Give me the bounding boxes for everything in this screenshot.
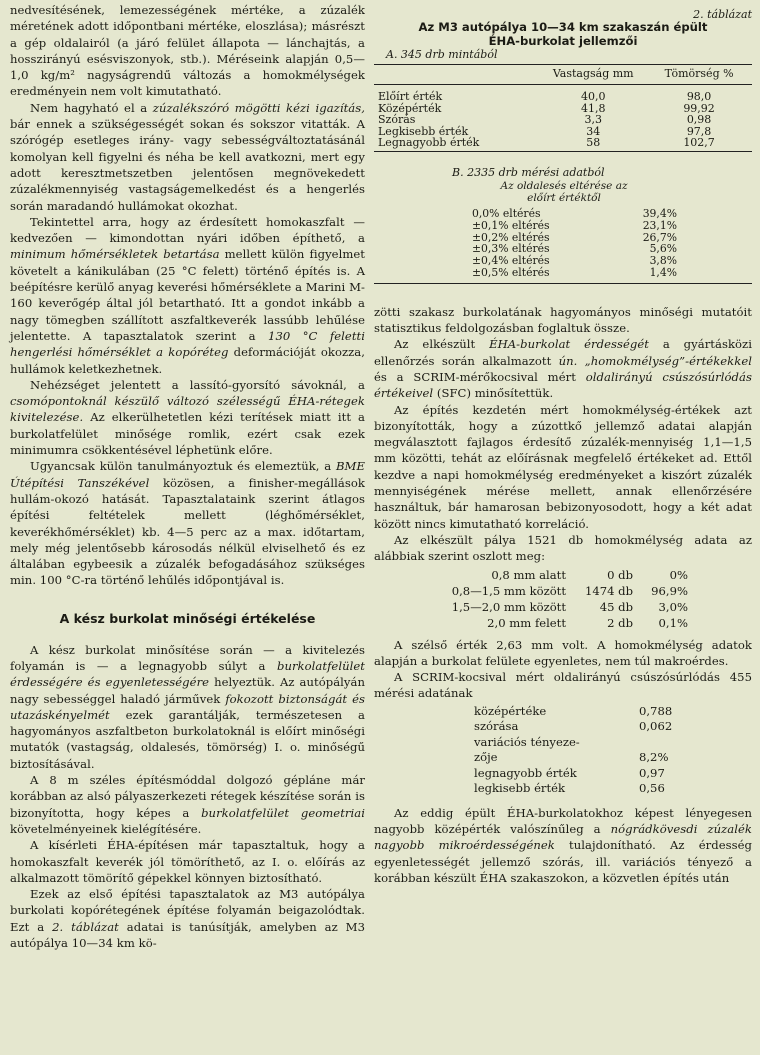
table-number: 2. táblázat [693,8,752,21]
table-row: Legkisebb érték 34 97,8 [378,124,712,138]
paragraph: A szélső érték 2,63 mm volt. A homokmélység adatok alapján a burkolat felülete egyenletes, nem túl makroérdes. [374,637,752,668]
table-row: Előírt érték 40,0 98,0 [378,90,712,103]
paragraph: A SCRIM-kocsival mért oldalirányú csúszósúrlódás 455 mérési adatának [374,670,752,701]
table-row: ±0,2% eltérés 26,7% [472,230,677,244]
table-section-b-caption: Az oldalesés eltérése az előírt értéktől [500,179,628,205]
paragraph: zötti szakasz burkolatának hagyományos minőségi mutatóit statisztikus feldolgozásban foglaltuk össze. [374,304,752,336]
table-row: ±0,3% eltérés 5,6% [472,242,677,256]
table-b [472,208,677,279]
table-row: 0,8—1,5 mm között 1474 db 96,9% [451,583,688,598]
table-row: legkisebb érték 0,56 [474,781,665,796]
table-row: Középérték 41,8 99,92 [378,101,715,115]
table-row: ±0,5% eltérés 1,4% [472,265,677,279]
table-a [374,65,752,152]
right-column [374,0,752,886]
table-row: Szórás 3,3 0,98 [378,113,712,127]
table-row: Legnagyobb érték 58 102,7 [378,136,715,150]
paragraph: A kísérleti ÉHA-építésen már tapasztaltuk, hogy a homokaszfalt keverék jól tömöríthető, az I. o. előírás az alkalmazott tömörítő gépekkel könnyen biztosítható. [10,838,365,885]
table-row: 0,0% eltérés 39,4% [472,206,677,220]
paragraph: Tekintettel arra, hogy az érdesített homokaszfalt — kedvezően — kimondottan nyári időben építhető, a minimum hőmérsékletek betartása mellett külön figyelmet követelt a kánikulában (25 °C felett) történő építés is. A beépítésre kerülő anyag keverési hőmérséklete a Marini M-160 keverőgép által jól betartható. Itt a gondot inkább a nagy tömegben szállított aszfaltkeverék lassúbb lehűlése jelentette. A tapasztalatok szerint a 130 °C feletti hengerlési hőmérséklet a kopóréteg deformációját okozza, hullámok keletkezhetnek. [10,214,365,376]
paragraph: Az eddig épült ÉHA-burkolatokhoz képest lényegesen nagyobb középérték valószínűleg a nógrádkövesdi zúzalék nagyobb mikroérdességének tulajdonítható. Az érdesség egyenletességét jellemző szórás, ill. variációs tényező a korábban készült ÉHA szakaszokon, a közvetlen építés után [374,805,752,885]
table-row: 0,8 mm alatt 0 db 0% [491,567,688,582]
table-title: Az M3 autópálya 10—34 km szakaszán épült [418,20,708,34]
paragraph: nedvesítésének, lemezességének mértéke, a zúzalék méretének adott időpontbani mértéke, eloszlása); másrészt a gép oldalairól (a járó felület állapota — lánchajtás, a hosszirányú esésviszonyok, stb.). Méréseink alapján 0,5—1,0 kg/m² nagyságrendű változás a homokmélységek eredményein nem volt kimutatható. [10,3,365,99]
table-rule [374,283,752,284]
paragraph: Az elkészült ÉHA-burkolat érdességét a gyártásközi ellenőrzés során alkalmazott ún. „homokmélység”-értékekkel és a SCRIM-mérőkocsival mért oldalirányú csúszósúrlódás értékeivel (SFC) minősítettük. [374,337,752,401]
table-row: szórása 0,062 [474,719,673,734]
left-column [10,0,365,951]
paragraph: Nem hagyható el a zúzalékszóró mögötti kézi igazítás, bár ennek a szükségességét sokan és sokszor vitatták. A szórógép esetleges irány- vagy sebességváltoztatásánál komolyan kell figyelni és néha be kell avatkozni, mert egy adott keresztmetszetben jelentősen megnövekedett zúzalékmennyiség vastagságemelkedést és a hengerlés során maradandó hullámokat okozhat. [10,100,365,213]
distribution-table [416,567,688,631]
table-row: 1,5—2,0 mm között 45 db 3,0% [451,599,688,614]
paragraph: Ugyancsak külön tanulmányoztuk és elemeztük, a BME Útépítési Tanszékével közösen, a finisher-megállások hullám-okozó hatását. Tapasztalataink szerint átlagos építési feltételek mellett (léghőmérséklet, keverékhőmérséklet) kb. 4—5 perc az a max. időtartam, mely még jelentősebb károsodás nélkül elviselhető és ez általában egybeesik a zúzalék befogadásához szükséges min. 100 °C-ra történő lehűlés időpontjával is. [10,459,365,588]
paragraph: Az elkészült pálya 1521 db homokmélység adata az alábbiak szerint oszlott meg: [374,532,752,564]
paragraph: Ezek az első építési tapasztalatok az M3 autópálya burkolati kopórétegének építése folyamán beigazolódtak. Ezt a 2. táblázat adatai is tanúsítják, amelyben az M3 autópálya 10—34 km kö- [10,887,365,951]
paragraph: Nehézséget jelentett a lassító-gyorsító sávoknál, a csomópontoknál készülő változó szélességű ÉHA-rétegek kivitelezése. Az elkerülhetetlen kézi terítések miatt itt a burkolatfelület minősége romlik, ezért csak ezek minimumra csökkentésével léphetünk előre. [10,377,365,458]
table-section-b: B. 2335 drb mérési adatból [452,165,605,179]
paragraph: A kész burkolat minősítése során — a kivitelezés folyamán is — a legnagyobb súlyt a burkolatfelület érdességére és egyenletességére helyeztük. Az autópályán nagy sebességgel haladó járművek fokozott biztonságát és utazáskényelmét ezek garantálják, természetesen a hagyományos aszfaltbeton burkolatoknál is előírt minőségi mutatók (vastagság, oldalesés, tömörség) I. o. minőségű biztosításával. [10,642,366,771]
column-header: Tömörség % [664,67,734,80]
table-row: legnagyobb érték 0,97 [474,765,665,780]
table-row: középértéke 0,788 [474,703,673,718]
paragraph: Az építés kezdetén mért homokmélység-értékek azt bizonyították, hogy a zúzottkő jellemző adatai alapján megválasztott fajlagos érdesítő zúzalék-mennyiség 1,1—1,5 mm közötti, tehát az előírásnak megfelelő értékeket ad. Ettől kezdve a napi homokmélység eredményeket a kiszórt zúzalék mennyiségének mérése mellett, annak ellenőrzésére használtuk, bár hamarosan bebizonyosodott, hogy a két adat között nincs kimutatható korreláció. [374,402,752,531]
section-heading: A kész burkolat minőségi értékelése [59,610,316,626]
column-header: Vastagság mm [552,67,634,80]
table-row: ±0,4% eltérés 3,8% [472,254,677,268]
data-table [374,0,752,284]
table-row: 2,0 mm felett 2 db 0,1% [487,615,688,630]
table-row: zője 8,2% [474,750,669,765]
scrim-table [474,704,672,797]
table-title: ÉHA-burkolat jellemzői [488,33,638,48]
paragraph: A 8 m széles építésmóddal dolgozó gépláne már korábban az alsó pályaszerkezeti rétegek készítése során is bizonyította, hogy képes a burkolatfelület geometriai követelményeinek kielégítésére. [10,773,365,836]
table-row: ±0,1% eltérés 23,1% [472,218,677,232]
table-row: variációs tényeze- [474,734,580,749]
table-section-a: A. 345 drb mintából [386,48,498,61]
